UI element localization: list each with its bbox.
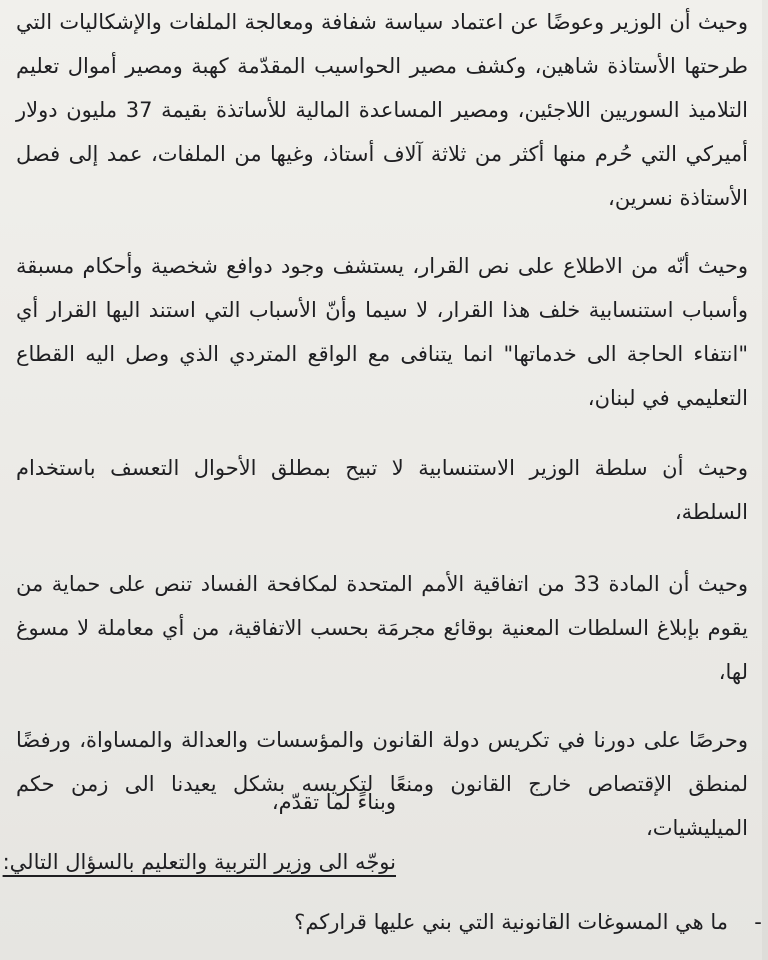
paragraph-3: وحيث أن سلطة الوزير الاستنسابية لا تبيح بمطلق الأحوال التعسف باستخدام السلطة، [16,456,748,524]
paragraph-2: وحيث أنّه من الاطلاع على نص القرار، يستشف وجود دوافع شخصية وأحكام مسبقة وأسباب استنسابية خلف هذا القرار، لا سيما وأنّ الأسباب التي استند اليها القرار أي "انتفاء الحاجة الى خدماتها" انما يتنافى مع الواقع المتردي الذي وصل اليه القطاع التعليمي في لبنان، [16,254,748,410]
paragraph-5: وحرصًا على دورنا في تكريس دولة القانون والمؤسسات والعدالة والمساواة، ورفضًا لمنطق الإقتصاص خارج القانون ومنعًا لتكريسه بشكل يعيدنا الى زمن حكم الميليشيات، [16,728,748,840]
closing-line: وبناءً لما تقدّم، [271,790,396,814]
question-text: ما هي المسوغات القانونية التي بني عليها قراركم؟ [294,910,728,934]
addressee-line: نوجّه الى وزير التربية والتعليم بالسؤال التالي: [2,850,396,874]
paragraph-1: وحيث أن الوزير وعوضًا عن اعتماد سياسة شفافة ومعالجة الملفات والإشكاليات التي طرحتها الأستاذة شاهين، وكشف مصير الحواسيب المقدّمة كهبة ومصير أموال تعليم التلاميذ السوريين اللاجئين، ومصير المساعدة المالية للأساتذة بقيمة 37 مليون دولار أميركي التي حُرم منها أكثر من ثلاثة آلاف أستاذ، وغيها من الملفات، عمد إلى فصل الأستاذة نسرين، [16,10,748,210]
question-bullet: - [754,910,762,934]
document-body [16,0,748,850]
page-edge-shadow [762,0,768,960]
paragraph-4: وحيث أن المادة 33 من اتفاقية الأمم المتحدة لمكافحة الفساد تنص على حماية من يقوم بإبلاغ السلطات المعنية بوقائع مجرمَة بحسب الاتفاقية، من أي معاملة لا مسوغ لها، [16,572,748,684]
question-item [20,900,768,944]
